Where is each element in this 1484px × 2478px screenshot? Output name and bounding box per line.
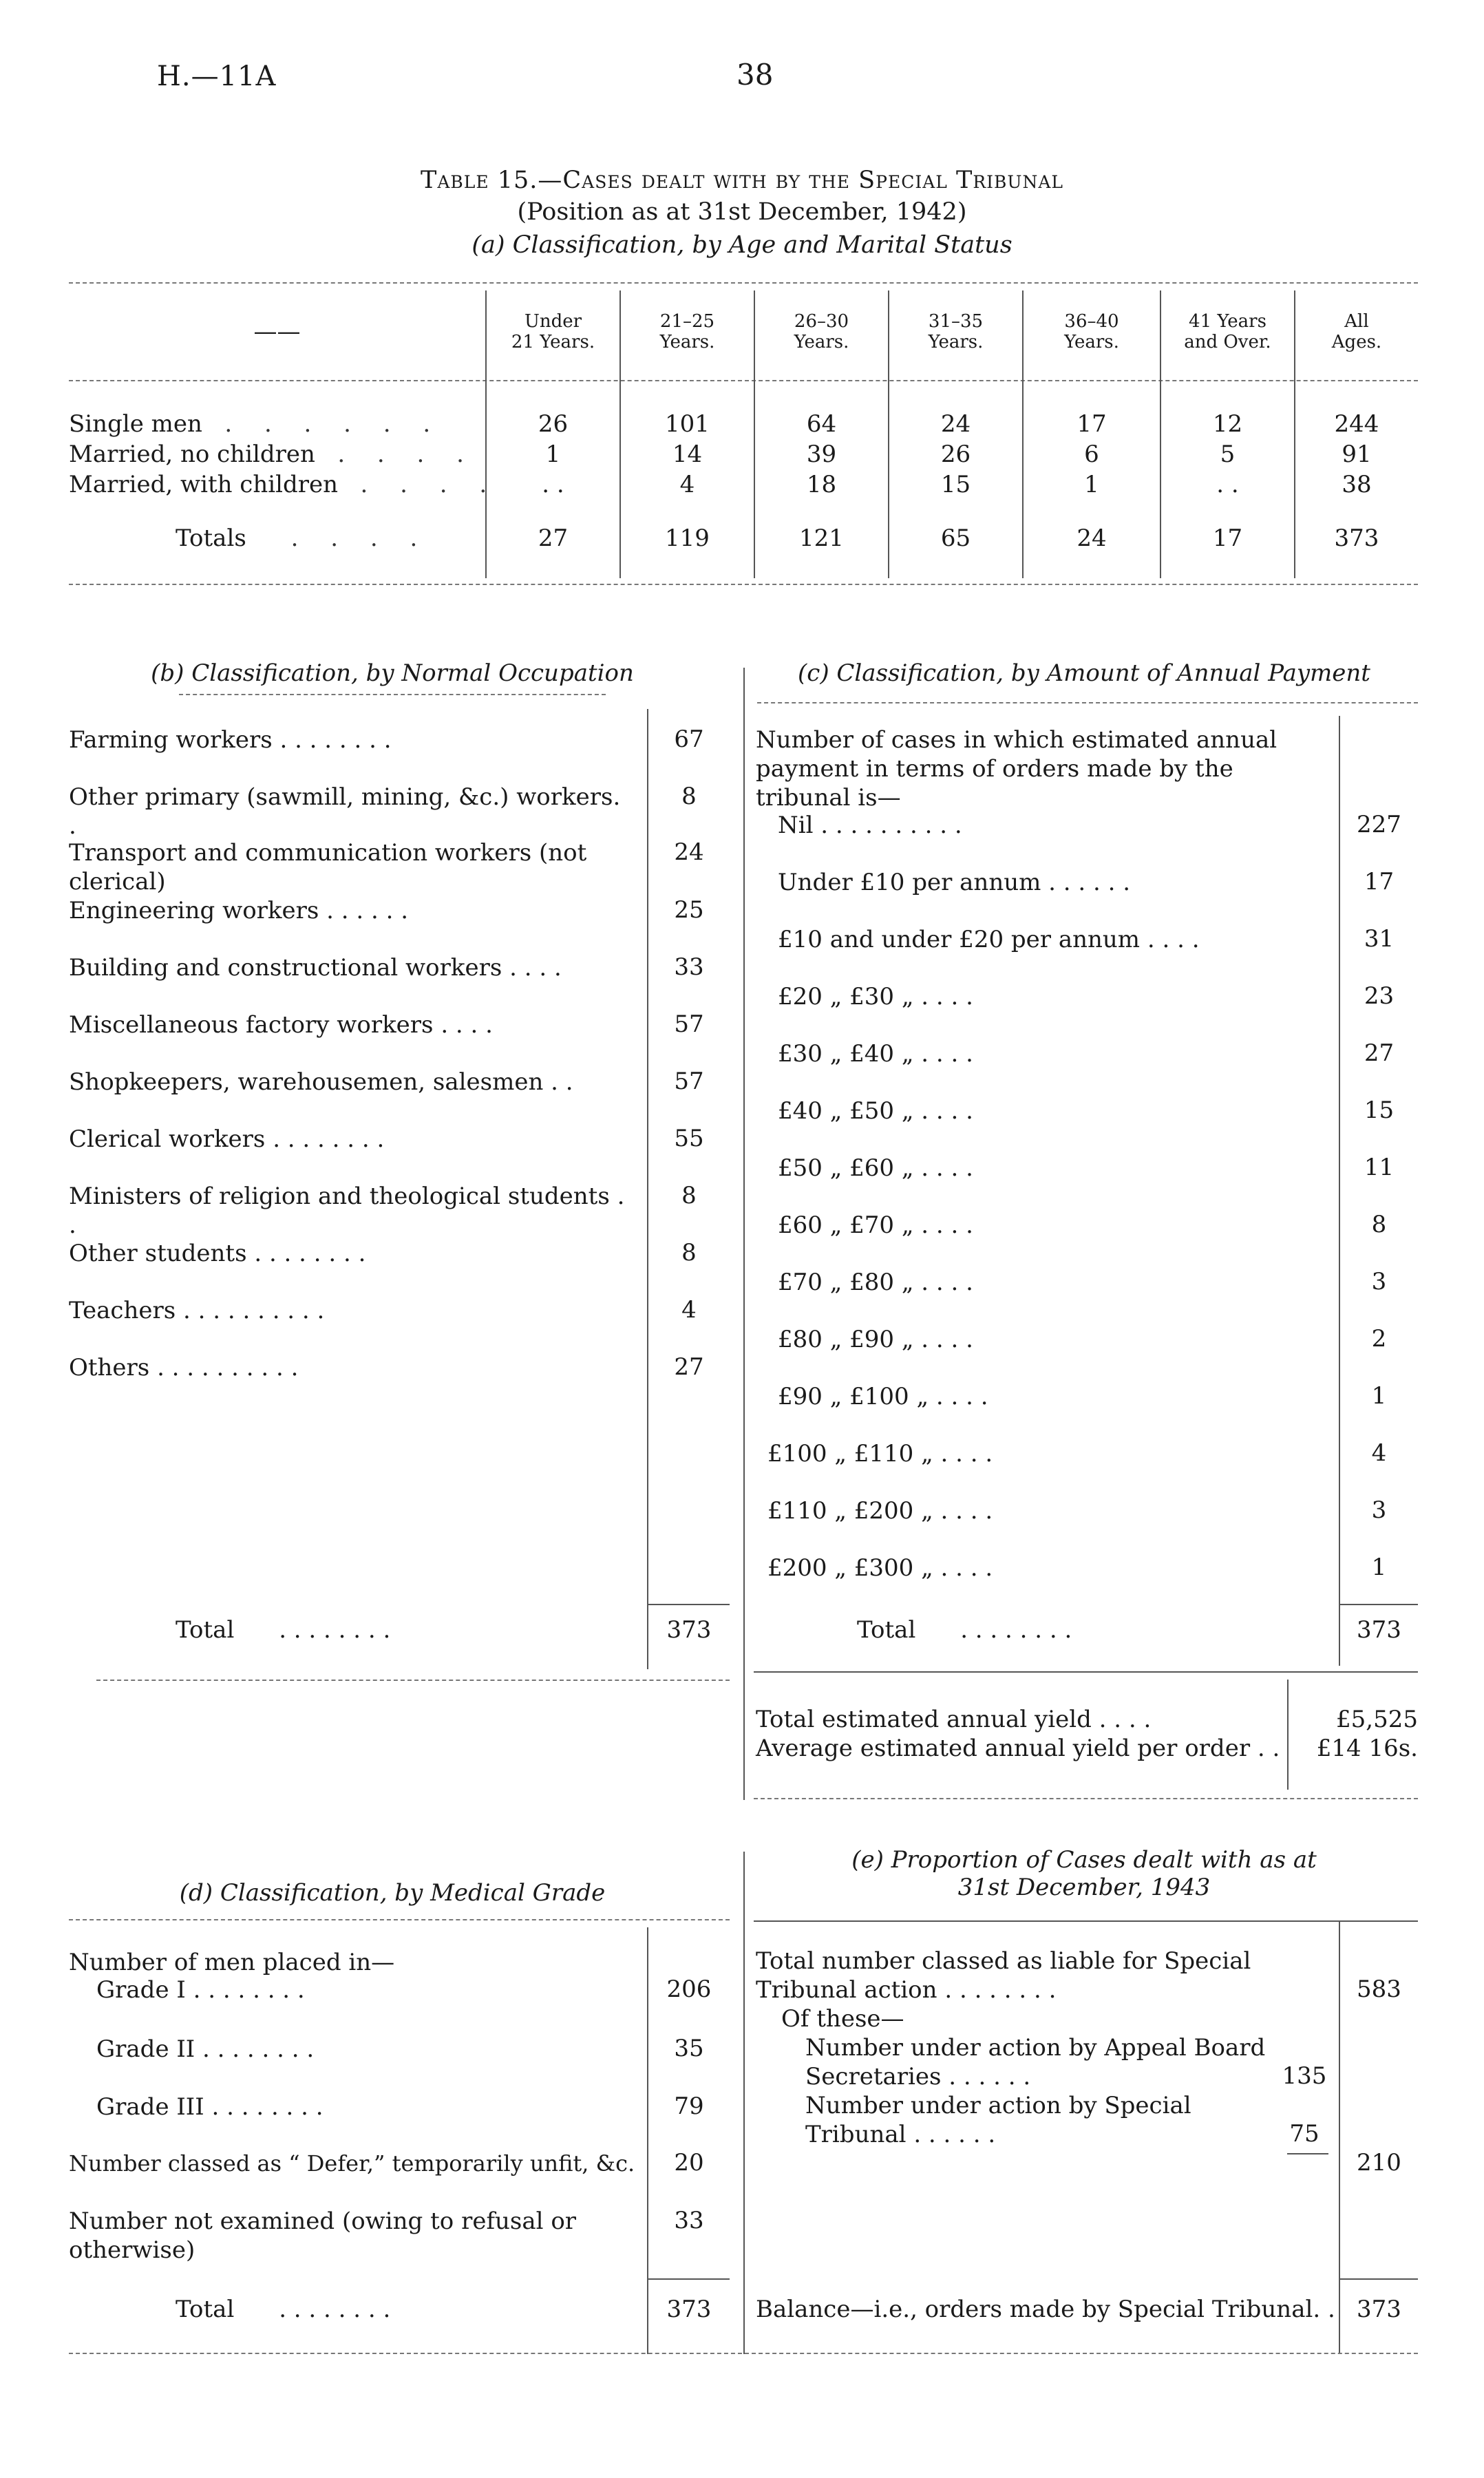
occupation-total-label: Total . . . . . . . . bbox=[176, 1616, 391, 1644]
occupation-row: Other primary (sawmill, mining, &c.) workers. . bbox=[69, 783, 621, 840]
balance-label: Balance—i.e., orders made by Special Tribunal. . bbox=[756, 2296, 1335, 2323]
payment-value: 3 bbox=[1371, 1268, 1387, 1295]
payment-value: 23 bbox=[1364, 982, 1395, 1010]
col-header-26-30: 26–30 Years. bbox=[794, 311, 849, 352]
medical-row: Number not examined (owing to refusal or otherwise) bbox=[69, 2207, 577, 2264]
table-cell: . . bbox=[1216, 471, 1239, 498]
occupation-row: Others . . . . . . . . . . bbox=[69, 1354, 299, 1381]
medical-value: 35 bbox=[674, 2035, 704, 2062]
table-cell: 38 bbox=[1342, 471, 1372, 498]
table-cell: 24 bbox=[940, 410, 971, 438]
col-header-all-ages: All Ages. bbox=[1331, 311, 1382, 352]
col-header-41-over: 41 Years and Over. bbox=[1184, 311, 1271, 352]
payment-total-value: 373 bbox=[1357, 1616, 1401, 1644]
payment-row: £10 and under £20 per annum . . . . bbox=[778, 926, 1200, 953]
section-b-heading: (b) Classification, by Normal Occupation bbox=[151, 659, 634, 687]
payment-value: 8 bbox=[1371, 1211, 1387, 1238]
occupation-value: 57 bbox=[674, 1010, 704, 1038]
occupation-value: 57 bbox=[674, 1068, 704, 1095]
occupation-value: 27 bbox=[674, 1353, 704, 1381]
payment-total-label: Total . . . . . . . . bbox=[857, 1616, 1072, 1644]
payment-value: 17 bbox=[1364, 868, 1395, 896]
table-cell: . . bbox=[542, 471, 564, 498]
row-label-single-men: Single men . . . . . . bbox=[69, 410, 443, 438]
average-yield-label: Average estimated annual yield per order . . bbox=[756, 1735, 1280, 1762]
total-yield-value: £5,525 bbox=[1336, 1706, 1418, 1733]
occupation-total-value: 373 bbox=[666, 1616, 712, 1644]
occupation-value: 33 bbox=[674, 953, 704, 981]
liable-label: Total number classed as liable for Special Tribunal action . . . . . . . . bbox=[756, 1947, 1251, 2004]
table-cell: 101 bbox=[665, 410, 710, 438]
medical-row: Number classed as “ Defer,” temporarily unfit, &c. bbox=[69, 2150, 635, 2177]
row-label-married-no-children: Married, no children . . . . bbox=[69, 441, 476, 468]
medical-row: Grade III . . . . . . . . bbox=[96, 2093, 324, 2121]
appeal-board-label: Number under action by Appeal Board Secretaries . . . . . . bbox=[805, 2034, 1266, 2090]
special-tribunal-label: Number under action by Special Tribunal . . . . . . bbox=[805, 2092, 1191, 2148]
occupation-row: Miscellaneous factory workers . . . . bbox=[69, 1011, 493, 1039]
payment-value: 27 bbox=[1364, 1039, 1395, 1067]
section-e-heading: (e) Proportion of Cases dealt with as at 31st December, 1943 bbox=[851, 1846, 1317, 1901]
occupation-row: Building and constructional workers . . . . bbox=[69, 954, 562, 982]
payment-value: 4 bbox=[1371, 1439, 1387, 1467]
occupation-row: Other students . . . . . . . . bbox=[69, 1240, 366, 1267]
medical-row: Grade I . . . . . . . . bbox=[96, 1976, 305, 2004]
payment-value: 1 bbox=[1371, 1554, 1387, 1581]
payment-row: £80 „ £90 „ . . . . bbox=[778, 1326, 973, 1353]
occupation-row: Farming workers . . . . . . . . bbox=[69, 726, 392, 754]
section-a-heading: (a) Classification, by Age and Marital Status bbox=[471, 231, 1013, 259]
occupation-row: Ministers of religion and theological students . . bbox=[69, 1183, 625, 1239]
special-tribunal-value: 75 bbox=[1289, 2120, 1319, 2148]
total-cell: 27 bbox=[538, 525, 569, 552]
col-header-21-25: 21–25 Years. bbox=[659, 311, 715, 352]
appeal-board-value: 135 bbox=[1282, 2062, 1327, 2090]
payment-row: £200 „ £300 „ . . . . bbox=[767, 1554, 993, 1582]
table-title: Table 15.—Cases dealt with by the Special Tribunal bbox=[420, 167, 1064, 194]
payment-row: £90 „ £100 „ . . . . bbox=[778, 1383, 988, 1410]
table-cell: 39 bbox=[806, 441, 837, 468]
of-these-label: Of these— bbox=[781, 2005, 904, 2033]
occupation-value: 55 bbox=[674, 1125, 704, 1152]
medical-value: 79 bbox=[674, 2093, 704, 2120]
occupation-row: Teachers . . . . . . . . . . bbox=[69, 1297, 325, 1324]
page-number: 38 bbox=[736, 58, 774, 92]
payment-row: Under £10 per annum . . . . . . bbox=[778, 869, 1131, 896]
occupation-value: 8 bbox=[681, 1239, 697, 1267]
table-cell: 17 bbox=[1077, 410, 1107, 438]
table-cell: 91 bbox=[1342, 441, 1372, 468]
payment-row: Nil . . . . . . . . . . bbox=[778, 812, 962, 839]
stub-header: —— bbox=[253, 318, 301, 346]
occupation-row: Transport and communication workers (not clerical) bbox=[69, 839, 587, 896]
total-cell: 373 bbox=[1334, 525, 1379, 552]
occupation-value: 8 bbox=[681, 1182, 697, 1209]
col-header-36-40: 36–40 Years. bbox=[1064, 311, 1119, 352]
payment-value: 15 bbox=[1364, 1097, 1395, 1124]
occupation-row: Clerical workers . . . . . . . . bbox=[69, 1125, 385, 1153]
occupation-value: 67 bbox=[674, 726, 704, 753]
payment-row: £60 „ £70 „ . . . . bbox=[778, 1211, 973, 1239]
occupation-row: Engineering workers . . . . . . bbox=[69, 897, 409, 924]
series-reference: H.—11A bbox=[157, 61, 277, 92]
total-cell: 17 bbox=[1212, 525, 1243, 552]
occupation-value: 4 bbox=[681, 1296, 697, 1324]
table-cell: 1 bbox=[1084, 471, 1099, 498]
payment-intro: Number of cases in which estimated annual payment in terms of orders made by the tribunal is— bbox=[756, 726, 1278, 812]
medical-intro: Number of men placed in— bbox=[69, 1949, 395, 1976]
payment-row: £50 „ £60 „ . . . . bbox=[778, 1154, 973, 1182]
row-label-married-with-children: Married, with children . . . . bbox=[69, 471, 500, 498]
payment-value: 1 bbox=[1371, 1382, 1387, 1410]
table-cell: 1 bbox=[545, 441, 561, 468]
total-cell: 24 bbox=[1077, 525, 1107, 552]
medical-total-label: Total . . . . . . . . bbox=[176, 2296, 391, 2323]
table-cell: 64 bbox=[806, 410, 837, 438]
occupation-value: 24 bbox=[674, 838, 704, 866]
average-yield-value: £14 16s. bbox=[1316, 1735, 1418, 1762]
total-yield-label: Total estimated annual yield . . . . bbox=[756, 1706, 1152, 1733]
payment-value: 227 bbox=[1357, 811, 1401, 838]
occupation-value: 8 bbox=[681, 783, 697, 810]
payment-value: 31 bbox=[1364, 925, 1395, 953]
table-cell: 4 bbox=[679, 471, 695, 498]
table-cell: 12 bbox=[1212, 410, 1243, 438]
row-label-totals: Totals . . . . bbox=[176, 525, 430, 552]
table-cell: 14 bbox=[672, 441, 703, 468]
total-cell: 65 bbox=[940, 525, 971, 552]
occupation-value: 25 bbox=[674, 896, 704, 924]
total-cell: 121 bbox=[799, 525, 844, 552]
medical-value: 20 bbox=[674, 2149, 704, 2177]
table-cell: 26 bbox=[538, 410, 569, 438]
payment-row: £20 „ £30 „ . . . . bbox=[778, 983, 973, 1010]
balance-value: 373 bbox=[1357, 2296, 1401, 2323]
payment-row: £30 „ £40 „ . . . . bbox=[778, 1040, 973, 1068]
action-subtotal-value: 210 bbox=[1357, 2149, 1401, 2177]
table-cell: 6 bbox=[1084, 441, 1099, 468]
occupation-row: Shopkeepers, warehousemen, salesmen . . bbox=[69, 1068, 573, 1096]
payment-row: £70 „ £80 „ . . . . bbox=[778, 1269, 973, 1296]
section-d-heading: (d) Classification, by Medical Grade bbox=[179, 1879, 606, 1907]
medical-value: 206 bbox=[666, 1976, 712, 2003]
table-cell: 5 bbox=[1220, 441, 1236, 468]
payment-row: £110 „ £200 „ . . . . bbox=[767, 1497, 993, 1525]
medical-value: 33 bbox=[674, 2207, 704, 2234]
medical-row: Grade II . . . . . . . . bbox=[96, 2035, 315, 2063]
table-subtitle: (Position as at 31st December, 1942) bbox=[517, 198, 967, 226]
table-cell: 18 bbox=[806, 471, 837, 498]
payment-value: 3 bbox=[1371, 1496, 1387, 1524]
col-header-under-21: Under 21 Years. bbox=[511, 311, 595, 352]
payment-row: £100 „ £110 „ . . . . bbox=[767, 1440, 993, 1468]
payment-value: 11 bbox=[1364, 1154, 1395, 1181]
payment-row: £40 „ £50 „ . . . . bbox=[778, 1097, 973, 1125]
table-cell: 26 bbox=[940, 441, 971, 468]
section-c-heading: (c) Classification, by Amount of Annual Payment bbox=[798, 659, 1370, 687]
liable-value: 583 bbox=[1357, 1976, 1401, 2003]
table-cell: 244 bbox=[1334, 410, 1379, 438]
total-cell: 119 bbox=[665, 525, 710, 552]
col-header-31-35: 31–35 Years. bbox=[928, 311, 984, 352]
medical-total-value: 373 bbox=[666, 2296, 712, 2323]
payment-value: 2 bbox=[1371, 1325, 1387, 1353]
table-cell: 15 bbox=[940, 471, 971, 498]
